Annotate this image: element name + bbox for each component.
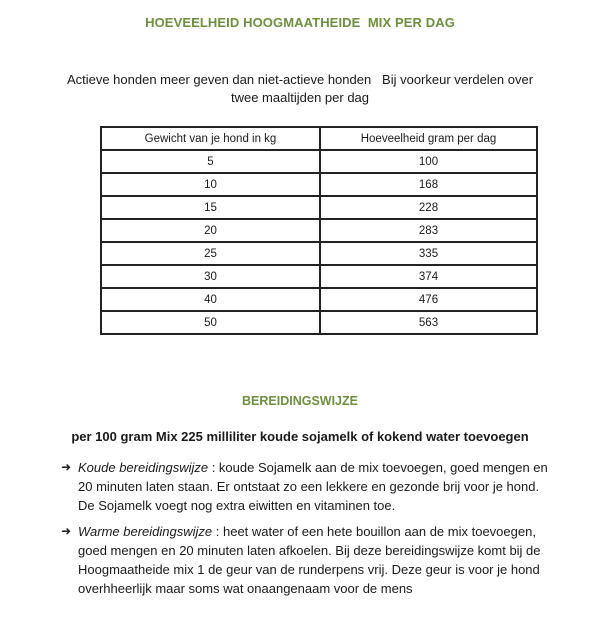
weight-cell: 40 <box>101 288 320 311</box>
table-row <box>101 311 537 334</box>
page-title: HOEVEELHEID HOOGMAATHEIDE MIX PER DAG <box>145 15 455 30</box>
table-row <box>101 242 537 265</box>
table-row <box>101 196 537 219</box>
method-description: : koude Sojamelk aan de mix toevoegen, goed mengen en 20 minuten laten staan. Er ontstaat zo een lekkere en gezonde brij voor je hond. De Sojamelk voegt nog extra eiwitten en vitaminen toe. <box>78 460 548 513</box>
amount-cell: 374 <box>320 265 537 288</box>
arrow-right-icon: ➜ <box>61 524 72 538</box>
table-row <box>101 150 537 173</box>
mixing-ratio-text: per 100 gram Mix 225 milliliter koude sojamelk of kokend water toevoegen <box>71 429 529 444</box>
warm-method-item <box>61 522 548 598</box>
amount-cell: 563 <box>320 311 537 334</box>
method-name: Warme bereidingswijze <box>78 524 213 539</box>
amount-cell: 283 <box>320 219 537 242</box>
column-header-weight: Gewicht van je hond in kg <box>101 127 320 150</box>
weight-cell: 25 <box>101 242 320 265</box>
amount-cell: 100 <box>320 150 537 173</box>
table-row <box>101 173 537 196</box>
arrow-right-icon: ➜ <box>61 460 72 474</box>
column-header-amount: Hoeveelheid gram per dag <box>320 127 537 150</box>
weight-cell: 10 <box>101 173 320 196</box>
table-row <box>101 288 537 311</box>
method-name: Koude bereidingswijze <box>78 460 209 475</box>
weight-cell: 50 <box>101 311 320 334</box>
intro-text: Actieve honden meer geven dan niet-actieve honden Bij voorkeur verdelen over twee maaltijden per dag <box>66 72 537 105</box>
weight-cell: 20 <box>101 219 320 242</box>
feeding-amount-table <box>100 126 538 335</box>
weight-cell: 30 <box>101 265 320 288</box>
amount-cell: 335 <box>320 242 537 265</box>
table-row <box>101 219 537 242</box>
method-description: : heet water of een hete bouillon aan de mix toevoegen, goed mengen en 20 minuten laten afkoelen. Bij deze bereidingswijze komt bij de Hoogmaatheide mix 1 de geur van de runderpens vrij. Deze geur is voor je hond overhheerlijk maar soms wat onaangenaam voor de mens <box>78 524 541 596</box>
preparation-heading: BEREIDINGSWIJZE <box>242 394 358 408</box>
amount-cell: 168 <box>320 173 537 196</box>
table-header-row <box>101 127 537 150</box>
weight-cell: 5 <box>101 150 320 173</box>
weight-cell: 15 <box>101 196 320 219</box>
table-row <box>101 265 537 288</box>
amount-cell: 228 <box>320 196 537 219</box>
cold-method-item <box>61 458 548 515</box>
amount-cell: 476 <box>320 288 537 311</box>
